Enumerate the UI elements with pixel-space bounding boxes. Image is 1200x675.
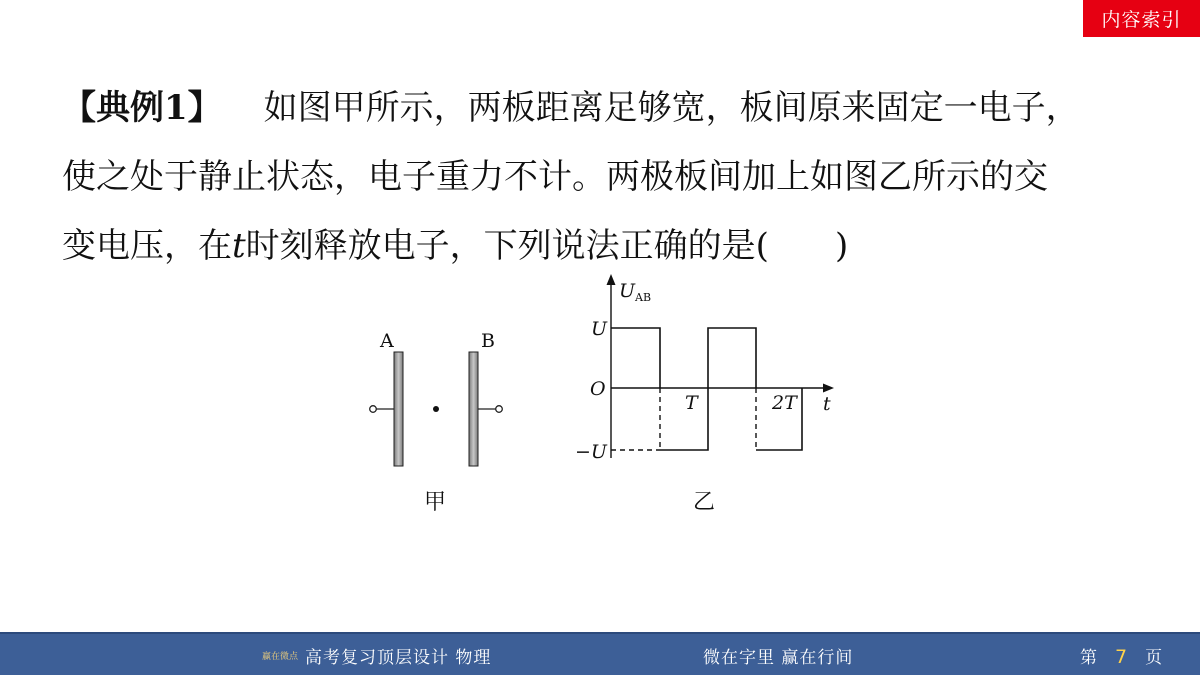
x-tick-t: T — [685, 392, 698, 414]
figure-a-caption: 甲 — [424, 490, 447, 515]
footer-motto: 微在字里 赢在行间 — [703, 648, 854, 668]
origin-label: O — [590, 378, 606, 400]
page-indicator: 第 7 页 — [1080, 646, 1163, 668]
plate-b — [469, 352, 478, 466]
y-tick-negative: −U — [575, 441, 607, 463]
question-line-1: 【典例1】 如图甲所示，两板距离足够宽，板间原来固定一电子， — [62, 88, 1080, 128]
question-line-3: 变电压，在t时刻释放电子，下列说法正确的是( ) — [62, 226, 849, 266]
voltage-graph — [575, 274, 834, 515]
plates-figure — [370, 330, 503, 515]
y-axis-label: $U_{AB}$ — [619, 280, 652, 304]
x-tick-2t: 2T — [772, 392, 797, 414]
y-tick-positive: U — [591, 318, 608, 340]
plate-b-label: B — [481, 330, 495, 352]
figure-area — [360, 268, 840, 518]
question-line-2: 使之处于静止状态，电子重力不计。两极板间加上如图乙所示的交 — [62, 157, 1048, 197]
footer-bar — [0, 632, 1200, 675]
question-text — [62, 74, 1162, 281]
book-title: 高考复习顶层设计 物理 — [305, 648, 492, 668]
x-axis-arrow — [823, 384, 834, 393]
time-variable: t — [232, 226, 246, 266]
example-label: 【典例1】 — [62, 88, 222, 128]
publisher-logo: 赢在微点 — [262, 652, 299, 662]
page-number: 7 — [1115, 646, 1128, 668]
plate-a-label: A — [380, 330, 394, 352]
voltage-wave-solid — [611, 328, 660, 388]
x-axis-label: t — [823, 393, 831, 415]
electron-dot — [433, 406, 439, 412]
terminal-b — [496, 406, 503, 413]
y-axis-arrow — [607, 274, 616, 285]
terminal-a — [370, 406, 377, 413]
plate-a — [394, 352, 403, 466]
content-index-button[interactable]: 内容索引 — [1083, 0, 1200, 37]
figure-b-caption: 乙 — [693, 490, 716, 515]
